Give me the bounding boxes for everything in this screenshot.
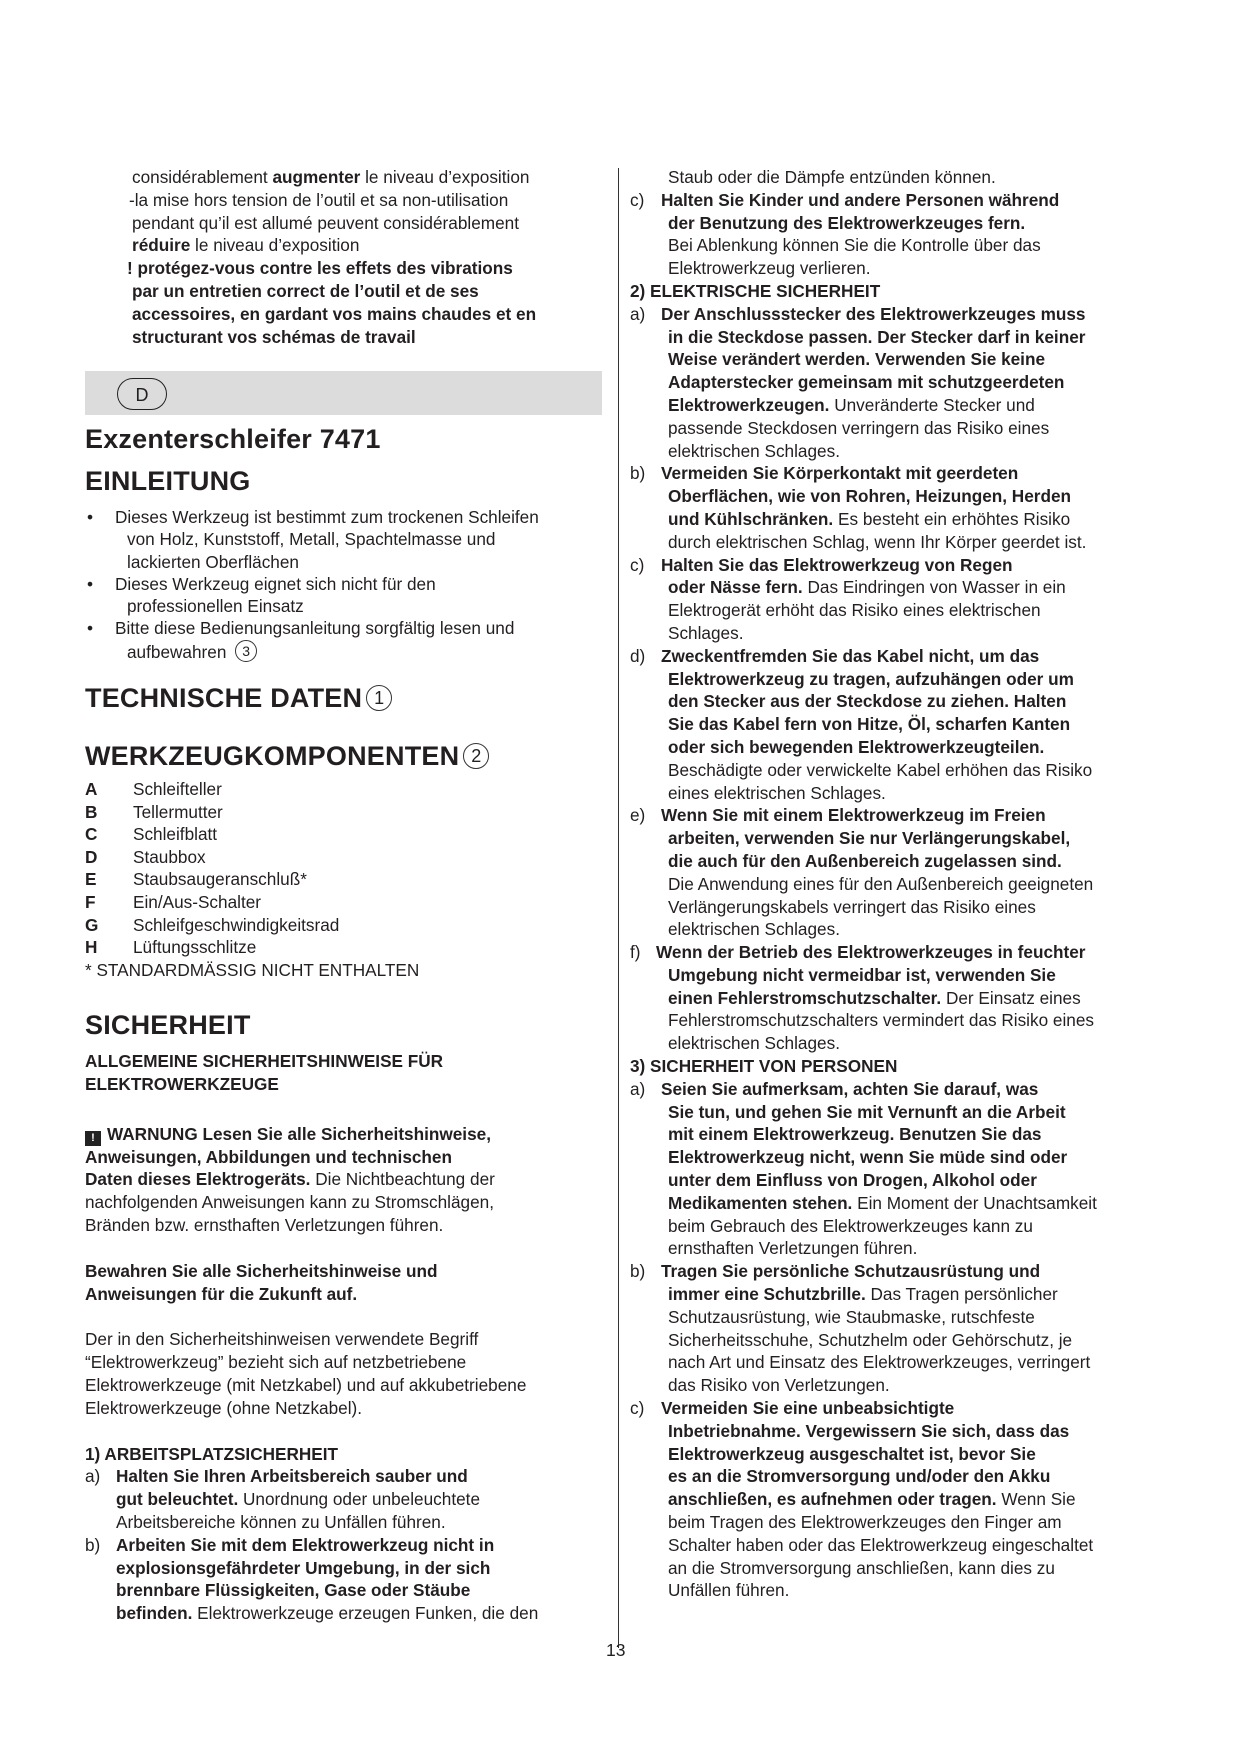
technische-daten-heading: TECHNISCHE DATEN 1 (85, 683, 392, 714)
text: WARNUNG Lesen Sie alle Sicherheitshinweise, (107, 1123, 491, 1144)
list-item: b) Tragen Sie persönliche Schutzausrüstung und immer eine Schutzbrille. Das Tragen persönlicher Schutzausrüstung, wie Staubmaske, rutschfeste Sicherheitsschuhe, Schutzhelm oder Gehörschutz, je nach Art und Einsatz des Elektrowerkzeuges, verringert das Risiko von Verletzungen. (630, 1261, 1091, 1396)
sicherheit-heading: SICHERHEIT (85, 1010, 251, 1040)
list-item: c) Halten Sie das Elektrowerkzeug von Regen oder Nässe fern. Das Eindringen von Wasser in ein Elektrogerät erhöht das Risiko eines elektrischen Schlages. (630, 554, 1066, 643)
text: le niveau d’exposition (360, 167, 530, 187)
section-heading: 1) ARBEITSPLATZSICHERHEIT (85, 1443, 339, 1464)
text: accessoires, en gardant vos mains chaudes et en (132, 303, 537, 324)
text: Elektrowerkzeuge (ohne Netzkabel). (85, 1397, 363, 1418)
product-title: Exzenterschleifer 7471 (85, 424, 381, 454)
list-item: c) Vermeiden Sie eine unbeabsichtigte Inbetriebnahme. Vergewissern Sie sich, dass das Elektrowerkzeug ausgeschaltet ist, bevor Sie es an die Stromversorgung und/oder den Akku anschließen, es aufnehmen oder tragen. Wenn Sie beim Tragen des Elektrowerkzeuges den Finger am Schalter haben oder das Elektrowerkzeug eingeschaltet an die Stromversorgung anschließen, kann dies zu Unfällen führen. (630, 1398, 1094, 1601)
list-item: a) Der Anschlussstecker des Elektrowerkzeuges muss in die Steckdose passen. Der Stecker darf in keiner Weise verändert werden. Verwenden Sie keine Adapterstecker gemeinsam mit schutzgeerdeten Elektrowerkzeugen. Unveränderte Stecker und passende Steckdosen verringern das Risiko eines elektrischen Schlages. (630, 303, 1086, 461)
text: structurant vos schémas de travail (132, 326, 416, 347)
text: par un entretien correct de l’outil et de ses (132, 280, 479, 301)
warning-icon: ! (85, 1131, 101, 1146)
text: ! protégez-vous contre les effets des vibrations (127, 258, 513, 279)
list-item: e) Wenn Sie mit einem Elektrowerkzeug im Freien arbeiten, verwenden Sie nur Verlängerungskabel, die auch für den Außenbereich zugelassen sind. Die Anwendung eines für den Außenbereich geeigneten Verlängerungskabels verringert das Risiko eines elektrischen Schlages. (630, 805, 1094, 940)
page-number: 13 (606, 1640, 626, 1660)
list-item: C Schleifblatt (85, 824, 218, 845)
einleitung-list (85, 506, 605, 663)
text: Die Nichtbeachtung der (310, 1169, 495, 1190)
text: réduire (132, 235, 191, 256)
french-vibration-text (127, 166, 612, 348)
list-item: E Staubsaugeranschluß* (85, 869, 307, 890)
figure-ref-icon: 1 (366, 685, 392, 711)
language-badge: D (117, 378, 167, 410)
list-item: H Lüftungsschlitze (85, 937, 257, 958)
text: ALLGEMEINE SICHERHEITSHINWEISE FÜR (85, 1051, 444, 1071)
werkzeugkomponenten-heading: WERKZEUGKOMPONENTEN 2 (85, 741, 489, 772)
list-item: d) Zweckentfremden Sie das Kabel nicht, um das Elektrowerkzeug zu tragen, aufzuhängen oder um den Stecker aus der Steckdose zu ziehen. Halten Sie das Kabel fern von Hitze, Öl, scharfen Kanten oder sich bewegenden Elektrowerkzeugteilen. Beschädigte oder verwickelte Kabel erhöhen das Risiko eines elektrischen Schlages. (630, 645, 1093, 803)
list-item: G Schleifgeschwindigkeitsrad (85, 914, 340, 935)
text: considérablement (132, 167, 273, 187)
text: Bewahren Sie alle Sicherheitshinweise und (85, 1260, 438, 1281)
text: Staub oder die Dämpfe entzünden können. (668, 167, 996, 187)
text: Anweisungen für die Zukunft auf. (85, 1283, 358, 1304)
text: “Elektrowerkzeug” bezieht sich auf netzbetriebene (85, 1352, 467, 1373)
text: Anweisungen, Abbildungen und technischen (85, 1146, 452, 1167)
text: augmenter (272, 167, 361, 187)
list-item: B Tellermutter (85, 801, 223, 822)
text: Bränden bzw. ernsthaften Verletzungen führen. (85, 1214, 444, 1235)
list-item: f) Wenn der Betrieb des Elektrowerkzeuges in feuchter Umgebung nicht vermeidbar ist, verwenden Sie einen Fehlerstromschutzschalter. Der Einsatz eines Fehlerstromschutzschalters vermindert das Risiko eines elektrischen Schlages. (630, 942, 1095, 1054)
list-item: c) Halten Sie Kinder und andere Personen während der Benutzung des Elektrowerkzeuges fern. Bei Ablenkung können Sie die Kontrolle über das Elektrowerkzeug verlieren. (630, 189, 1060, 279)
section-heading: 2) ELEKTRISCHE SICHERHEIT (630, 280, 881, 301)
list-item: • Dieses Werkzeug ist bestimmt zum trockenen Schleifen von Holz, Kunststoff, Metall, Spachtelmasse und lackierten Oberflächen (85, 506, 605, 573)
list-item: F Ein/Aus-Schalter (85, 891, 262, 912)
text: Daten dieses Elektrogeräts. (85, 1169, 311, 1190)
list-item: • Bitte diese Bedienungsanleitung sorgfältig lesen und aufbewahren 3 (85, 617, 605, 663)
list-item: b) Arbeiten Sie mit dem Elektrowerkzeug nicht in explosionsgefährdeter Umgebung, in der sich brennbare Flüssigkeiten, Gase oder Stäube befinden. Elektrowerkzeuge erzeugen Funken, die den (85, 1534, 539, 1624)
figure-ref-icon: 2 (463, 743, 489, 769)
figure-ref-icon: 3 (235, 640, 257, 662)
text: Der in den Sicherheitshinweisen verwendete Begriff (85, 1329, 479, 1350)
einleitung-heading: EINLEITUNG (85, 466, 251, 496)
text: le niveau d’exposition (190, 235, 360, 256)
text: Elektrowerkzeuge (mit Netzkabel) und auf akkubetriebene (85, 1374, 527, 1395)
column-divider (618, 168, 619, 1648)
text: -la mise hors tension de l’outil et sa non-utilisation (129, 189, 509, 210)
list-item: a) Seien Sie aufmerksam, achten Sie darauf, was Sie tun, und gehen Sie mit Vernunft an die Arbeit mit einem Elektrowerkzeug. Benutzen Sie das Elektrowerkzeug nicht, wenn Sie müde sind oder unter dem Einfluss von Drogen, Alkohol oder Medikamenten stehen. Ein Moment der Unachtsamkeit beim Gebrauch des Elektrowerkzeuges kann zu ernsthaften Verletzungen führen. (630, 1078, 1097, 1259)
section-heading: 3) SICHERHEIT VON PERSONEN (630, 1056, 898, 1077)
list-item: D Staubbox (85, 846, 206, 867)
sicherheit-body (85, 1050, 605, 1625)
right-column (630, 166, 1160, 1602)
text: ELEKTROWERKZEUGE (85, 1073, 279, 1094)
list-item: b) Vermeiden Sie Körperkontakt mit geerdeten Oberflächen, wie von Rohren, Heizungen, Herden und Kühlschränken. Es besteht ein erhöhtes Risiko durch elektrischen Schlag, wenn Ihr Körper geerdet ist. (630, 463, 1087, 552)
text: nachfolgenden Anweisungen kann zu Stromschlägen, (85, 1192, 494, 1213)
components-list (85, 778, 605, 982)
list-item: • Dieses Werkzeug eignet sich nicht für den professionellen Einsatz (85, 573, 605, 618)
list-item: A Schleifteller (85, 779, 222, 799)
list-item: a) Halten Sie Ihren Arbeitsbereich sauber und gut beleuchtet. Unordnung oder unbeleuchtete Arbeitsbereiche können zu Unfällen führen. (85, 1466, 481, 1532)
text: pendant qu’il est allumé peuvent considérablement (132, 212, 519, 233)
components-footnote: * STANDARDMÄSSIG NICHT ENTHALTEN (85, 959, 420, 980)
